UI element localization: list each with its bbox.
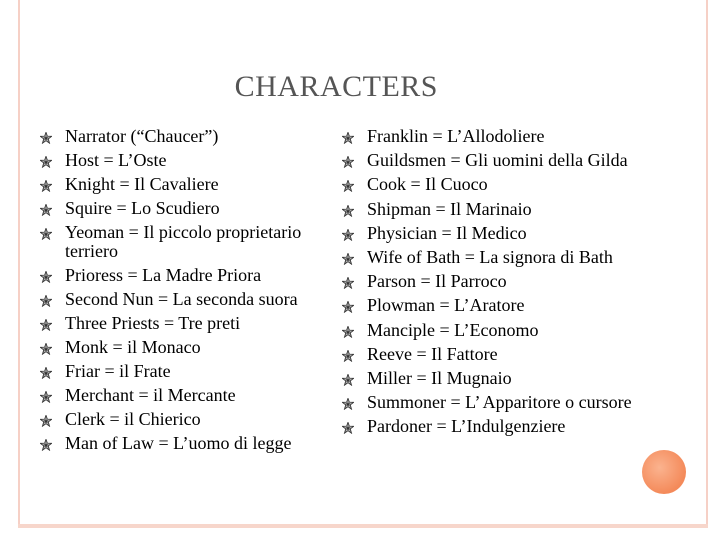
list-item — [342, 345, 702, 364]
character-entry: Merchant = il Mercante — [65, 385, 236, 405]
character-entry: Manciple = L’Economo — [367, 319, 539, 340]
list-item — [40, 266, 300, 285]
list-item — [40, 151, 300, 170]
character-entry: Knight = Il Cavaliere — [65, 174, 219, 194]
slide-title-container — [0, 70, 660, 104]
list-item — [40, 175, 300, 194]
character-entry: Clerk = il Chierico — [65, 409, 201, 429]
character-entry: Plowman = L’Aratore — [367, 295, 525, 316]
character-entry: Shipman = Il Marinaio — [367, 198, 532, 219]
character-entry: Miller = Il Mugnaio — [367, 367, 512, 388]
star-bullet-icon — [342, 422, 354, 434]
character-entry: Three Priests = Tre preti — [65, 313, 241, 333]
star-bullet-icon — [342, 398, 354, 410]
list-item — [40, 410, 300, 429]
slide-frame-bottom-bar — [18, 524, 708, 528]
character-entry: Second Nun = La seconda suora — [65, 289, 298, 309]
character-entry: Prioress = La Madre Priora — [65, 265, 262, 285]
character-entry: Squire = Lo Scudiero — [65, 198, 220, 218]
character-entry: Friar = il Frate — [65, 361, 171, 381]
right-character-list — [342, 127, 702, 441]
character-entry: Wife of Bath = La signora di Bath — [367, 246, 613, 267]
character-entry: Monk = il Monaco — [65, 337, 201, 357]
character-entry: Pardoner = L’Indulgenziere — [367, 416, 566, 437]
list-item — [40, 223, 300, 261]
star-bullet-icon — [342, 301, 354, 313]
star-bullet-icon — [40, 343, 52, 355]
character-entry: Cook = Il Cuoco — [367, 174, 488, 195]
character-entry: Summoner = L’ Apparitore o cursore — [367, 392, 632, 413]
star-bullet-icon — [342, 156, 354, 168]
list-item — [342, 296, 702, 315]
list-item — [342, 200, 702, 219]
list-item — [40, 434, 300, 453]
list-item — [40, 127, 300, 146]
star-bullet-icon — [40, 439, 52, 451]
star-bullet-icon — [40, 415, 52, 427]
list-item — [342, 175, 702, 194]
list-item — [342, 417, 702, 436]
character-entry: Reeve = Il Fattore — [367, 343, 498, 364]
slide-title: CHARACTERS — [234, 70, 438, 103]
star-bullet-icon — [342, 277, 354, 289]
list-item — [342, 272, 702, 291]
star-bullet-icon — [342, 180, 354, 192]
star-bullet-icon — [342, 374, 354, 386]
left-character-list — [40, 127, 300, 458]
list-item — [40, 362, 300, 381]
star-bullet-icon — [342, 229, 354, 241]
list-item — [342, 224, 702, 243]
star-bullet-icon — [40, 271, 52, 283]
character-entry: Narrator (“Chaucer”) — [65, 126, 219, 146]
star-bullet-icon — [40, 295, 52, 307]
list-item — [342, 248, 702, 267]
star-bullet-icon — [342, 205, 354, 217]
star-bullet-icon — [40, 391, 52, 403]
decorative-circle — [642, 450, 686, 494]
star-bullet-icon — [342, 132, 354, 144]
character-entry: Physician = Il Medico — [367, 222, 527, 243]
list-item — [342, 151, 702, 170]
character-entry: Parson = Il Parroco — [367, 271, 507, 292]
star-bullet-icon — [40, 180, 52, 192]
list-item — [342, 127, 702, 146]
star-bullet-icon — [342, 326, 354, 338]
list-item — [40, 199, 300, 218]
star-bullet-icon — [40, 132, 52, 144]
list-item — [342, 321, 702, 340]
star-bullet-icon — [40, 228, 52, 240]
list-item — [40, 290, 300, 309]
character-entry: Man of Law = L’uomo di legge — [65, 433, 292, 453]
star-bullet-icon — [40, 204, 52, 216]
star-bullet-icon — [40, 319, 52, 331]
list-item — [40, 314, 300, 333]
star-bullet-icon — [40, 367, 52, 379]
list-item — [342, 369, 702, 388]
star-bullet-icon — [342, 350, 354, 362]
character-entry: Guildsmen = Gli uomini della Gilda — [367, 150, 628, 171]
list-item — [40, 386, 300, 405]
list-item — [40, 338, 300, 357]
list-item — [342, 393, 702, 412]
character-entry: Yeoman = Il piccolo proprietario terriero — [65, 222, 302, 261]
character-entry: Host = L’Oste — [65, 150, 167, 170]
star-bullet-icon — [40, 156, 52, 168]
star-bullet-icon — [342, 253, 354, 265]
character-entry: Franklin = L’Allodoliere — [367, 126, 545, 146]
